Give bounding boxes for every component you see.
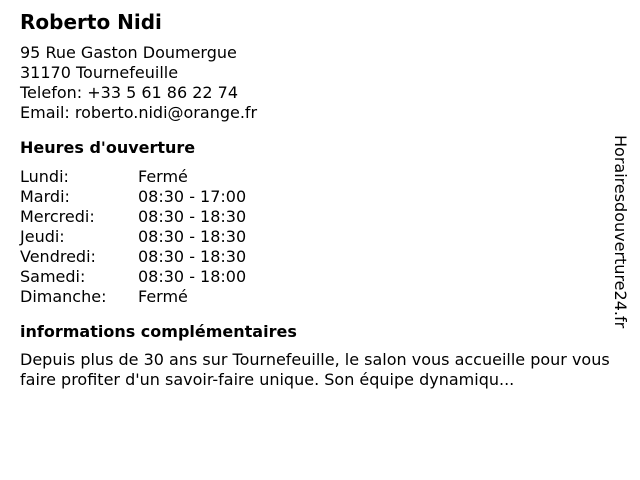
phone-number: Telefon: +33 5 61 86 22 74 — [20, 83, 239, 102]
hours-row-tuesday — [20, 187, 620, 207]
site-watermark: Horairesdouverture24.fr — [611, 135, 630, 329]
day-label: Mercredi: — [20, 207, 95, 226]
hours-row-friday — [20, 247, 620, 267]
day-label: Mardi: — [20, 187, 70, 206]
opening-hours-table — [20, 167, 620, 307]
business-card — [20, 8, 620, 390]
hours-row-saturday — [20, 267, 620, 287]
day-label: Jeudi: — [20, 227, 65, 246]
time-value: Fermé — [138, 287, 188, 306]
address-street: 95 Rue Gaston Doumergue — [20, 43, 237, 62]
info-description: Depuis plus de 30 ans sur Tournefeuille, le salon vous accueille pour vous faire profiter d'un savoir-faire unique. Son équipe dynamiqu... — [20, 350, 610, 389]
business-name: Roberto Nidi — [20, 10, 162, 34]
time-value: 08:30 - 18:30 — [138, 227, 247, 246]
hours-heading: Heures d'ouverture — [20, 138, 196, 157]
hours-row-wednesday — [20, 207, 620, 227]
time-value: 08:30 - 18:00 — [138, 267, 247, 286]
day-label: Vendredi: — [20, 247, 96, 266]
time-value: 08:30 - 18:30 — [138, 247, 247, 266]
hours-row-monday — [20, 167, 620, 187]
hours-row-sunday — [20, 287, 620, 307]
info-heading: informations complémentaires — [20, 322, 297, 341]
day-label: Dimanche: — [20, 287, 107, 306]
time-value: 08:30 - 17:00 — [138, 187, 247, 206]
time-value: Fermé — [138, 167, 188, 186]
email-address: Email: roberto.nidi@orange.fr — [20, 103, 258, 122]
contact-block — [20, 43, 620, 123]
address-city: 31170 Tournefeuille — [20, 63, 179, 82]
hours-row-thursday — [20, 227, 620, 247]
time-value: 08:30 - 18:30 — [138, 207, 247, 226]
day-label: Samedi: — [20, 267, 86, 286]
day-label: Lundi: — [20, 167, 69, 186]
